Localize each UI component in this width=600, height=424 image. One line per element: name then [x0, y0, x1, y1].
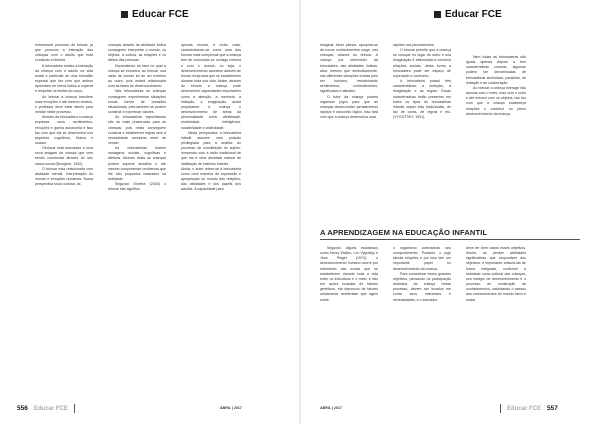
text-column-2 [393, 43, 451, 120]
paragraph: O brincar permite que a criança se coloque no lugar do outro e sua imaginação é estimulada a construir relações sociais, desta forma a brincadeira pode ser espaço de superação e confronto. [393, 48, 451, 78]
section-title: A APRENDIZAGEM NA EDUCAÇÃO INFANTIL [320, 228, 580, 240]
paragraph: A brincadeira realiza a interação da criança com o adulto na vida social e particular de uma formatão especial que faz com que ambos aprendam de forma lúdica a superar e respeitar os limites do corpo. [35, 63, 93, 94]
paragraph: Nem todas as brincadeiras são iguais apenas depois a tem características comuns, algumas podem ser denominadas de brincadeiras simbólicas, paralelas, de imitação e de colaboração. [466, 55, 526, 85]
paragraph: As brincadeiras espontâneas são as mais prazerosas para as crianças, pois nelas conseguem construir e estabelecer regras sem a necessidade nenhuma entre de vencer. [108, 115, 166, 145]
paragraph: Através da brincadeira a criança expressa seus sentimentos, emoções e ganha autonomia e isso faz com que ela se desenvolva nos aspectos cognitivos, físicos e sociais. [35, 115, 93, 145]
paragraph: imaginar, fazer planos, apropriar-se de novos conhecimentos surge, nas crianças, através do brincar. A criança por intermédio da brincadeira, das atividades lúdicas, atua, mesmo que simbolicamente, nas diferentes situações vividas pelo ser humano, reelaborando sentimentos, conhecimentos, significados e atitudes. [320, 43, 378, 94]
text-column-4 [320, 246, 378, 303]
paragraph: O tutor da criança poderá organizar jogos para que as crianças desenvolvam pensamentos rápidos e raciocínio lógico. Isso fará com que a criança desenvolva uma [320, 94, 378, 120]
paragraph: Ao brincar a criança interage não apenas com o meio, mas com o outro e até mesmo com os objetos, isto faz com que a criança estabeleça relações e contribui no pleno desenvolvimento da criança. [466, 85, 526, 116]
text-column-1 [320, 43, 378, 120]
text-column-2 [108, 43, 166, 193]
issue-date: ABRIL | 2017 [320, 406, 342, 410]
right-page [300, 0, 600, 424]
text-column-1 [35, 43, 93, 187]
paragraph: As brincadeiras trazem vantagens sociais, cognitivas e afetivas. Através delas as crianças podem superar desafios e até mesmo compreender problemas que lhe são propostos baseados na realidade. [108, 146, 166, 182]
paragraph: Segundo alguns estudiosos como Henry Wallon, Lev Vygotsky e Jean Piaget (1974), o desenvolvimento humano ocorre por intermédio das trocas que se estabelecem durante toda a vida entre os indivíduos e o meio, e não em ações isoladas de fatores genéticos, ela depoucos de fatores unicamente ambientais que agem sobre [320, 246, 378, 302]
paragraph: entranessie processo de brincar, já que promove a interação das crianças com o adulto que está contando a história. [35, 43, 93, 63]
paragraph: Ao brincar a criança transfere suas emoções e até mesmo receios, o professor deve estar atento para mediar neste processo. [35, 94, 93, 115]
paragraph: apenas recrear, é muito mais, caracterizando-se como uma das formas mais complexas que a criança tem de comunicar-se consigo mesma e com o mundo, ou seja, o desenvolvimento acontece através de trocas recíprocas que se estabelecem durante toda sua vida. Assim, através do brincar a criança pode desenvolver capacidades importantes como a atenção, a memória, a imitação, a imaginação, ainda propiciando à criança o desenvolvimento de áreas da personalidade como afetividade, motricidade, inteligência, sociabilidade e criatividade. [181, 43, 241, 130]
text-column-6 [466, 246, 526, 303]
page-header [434, 9, 502, 20]
paragraph: Nesta perspectiva, a brincadeira infantil assume uma posição privilegiada para a análise do processo de constituição do sujeito, rompendo com a visão tradicional de que ela é uma atividade natural de satisfação de instintos infantis. [181, 130, 241, 166]
paragraph: Nas brincadeiras as crianças conseguem experimentar situações novas isenta de pressões situacionais, pela também se podem construir e expressar valores. [108, 89, 166, 115]
paragraph: Dependendo da fase no qual a criança se encontra, ao brincar, sua visão de mundo irá de um extremo ao outro, pois estará relacionada com as fases de desenvolvimento. [108, 63, 166, 89]
paragraph: deve ter bem claros esses objetivos. Assim, ao pensar atividades significativas que respondam aos objetivos, é importante articulá-las de forma integrada, conforme a realidade sócio-cultural das crianças, seu estágio de desenvolvimento e o processo de construção de conhecimentos, valorizando o acesso aos conhecimentos do mundo físico e social. [466, 246, 526, 302]
footer-divider [500, 404, 501, 413]
square-icon [121, 11, 128, 18]
page-header [121, 9, 189, 20]
page-footer [17, 404, 75, 413]
footer-divider [74, 404, 75, 413]
text-column-3 [466, 55, 526, 117]
paragraph: crianças através da atividade lúdica conseguem interpretar o mundo, os objetos, a cultura, as relações e os afetos das pessoas. [108, 43, 166, 63]
text-column-3 [181, 43, 241, 193]
paragraph: Para concretizar esses grandes objetivos, pensando na participação dinâmica da criança nesse processo, devem ser levados em conta seus interesses e necessidades, e o educador [393, 271, 451, 302]
page-number: 557 [547, 405, 558, 412]
paragraph: rapidez nos pensamentos. [393, 43, 435, 47]
text-column-5 [393, 246, 451, 303]
paragraph: Ainda, o autor refere-se à brincadeira como uma maneira de expressão e apropriação do mundo das relações, das atividades e dos papéis dos adultos. A capacidade para [181, 166, 241, 192]
square-icon [434, 11, 441, 18]
issue-date: ABRIL | 2017 [220, 406, 242, 410]
page-footer [500, 404, 558, 413]
paragraph: Obrincar está associado a uma nova imagem da criança que vem sendo construída através do seu status social (Brougère, 1992). [35, 146, 93, 166]
paragraph: o organismo controlando seu comportamento. Portanto, o jogo simula relações e por isso tem um importante papel no desenvolvimento da criança. [393, 246, 451, 271]
paragraph: Segundo Oliveira (2000) o brincar não significa [108, 182, 166, 192]
paragraph: A brincadeira possui três características: a imitação, a imaginação e as regras. Essas características estão presentes em todos os tipos de brincadeiras infantis sejam elas tradicionais, de faz de conta, de regras e etc. (VYGOTSKY, 1991). [393, 79, 451, 120]
magazine-title: Educar FCE [132, 9, 189, 20]
page-number: 556 [17, 405, 28, 412]
magazine-title: Educar FCE [445, 9, 502, 20]
footer-magazine: Educar FCE [507, 405, 542, 412]
footer-magazine: Educar FCE [33, 405, 68, 412]
paragraph: O brincar esta relacionada com atividade mental, interpretação do mundo e emoções humanas. Numa perspectiva sócio cultural, as [35, 166, 93, 187]
